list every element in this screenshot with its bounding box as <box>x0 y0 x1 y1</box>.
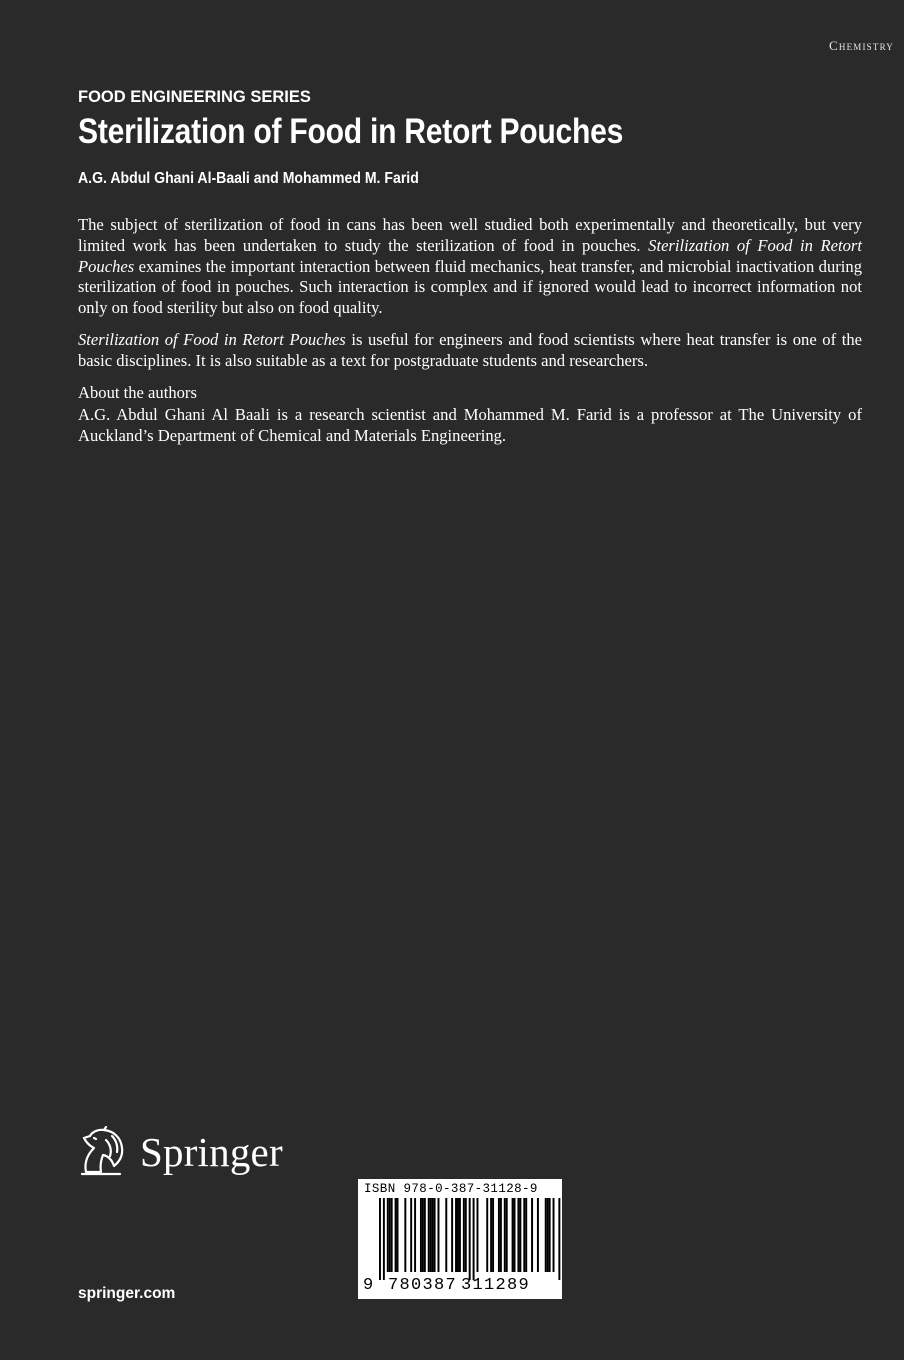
description-text: examines the important interaction between fluid mechanics, heat transfer, and microbial inactivation during sterilization of food in pouches. Such interaction is complex and if ignored would lead to incorrect information not only on food sterility but also on food quality. <box>78 256 862 318</box>
barcode-bar <box>512 1198 514 1272</box>
barcode-bar <box>490 1198 492 1272</box>
barcode-bar <box>459 1198 461 1272</box>
barcode-bar <box>457 1198 459 1272</box>
barcode-bar <box>434 1198 436 1272</box>
barcode-bar <box>558 1198 560 1280</box>
barcode-bar <box>498 1198 500 1272</box>
barcode-bar <box>514 1198 516 1272</box>
barcode-bar <box>486 1198 488 1272</box>
ean-right-digits: 311289 <box>461 1276 531 1295</box>
barcode-bar <box>504 1198 506 1272</box>
barcode-bar <box>438 1198 440 1272</box>
barcode-bar <box>395 1198 397 1272</box>
barcode-bar <box>525 1198 527 1272</box>
publisher-website: springer.com <box>78 1285 176 1302</box>
barcode-bar <box>387 1198 389 1272</box>
isbn-barcode <box>358 1179 562 1299</box>
barcode-bar <box>420 1198 422 1272</box>
barcode-bar <box>492 1198 494 1272</box>
barcode-bar <box>519 1198 521 1272</box>
isbn-label: ISBN 978-0-387-31128-9 <box>364 1182 538 1196</box>
barcode-bar <box>473 1198 475 1280</box>
description-paragraph-2 <box>78 330 862 372</box>
book-authors: A.G. Abdul Ghani Al-Baali and Mohammed M. Farid <box>78 170 419 187</box>
barcode-bar <box>410 1198 412 1272</box>
barcode-bar <box>517 1198 519 1272</box>
about-authors-text: A.G. Abdul Ghani Al Baali is a research scientist and Mohammed M. Farid is a professor at The University of Auckland’s Department of Chemical and Materials Engineering. <box>78 405 862 446</box>
barcode-bar <box>428 1198 430 1272</box>
barcode-bar <box>477 1198 479 1272</box>
barcode-bar <box>523 1198 525 1272</box>
ean-first-digit: 9 <box>363 1276 374 1295</box>
barcode-bar <box>537 1198 539 1272</box>
barcode-bar <box>445 1198 447 1272</box>
barcode-bar <box>414 1198 416 1272</box>
barcode-bar <box>545 1198 547 1272</box>
ean-left-digits: 780387 <box>388 1276 458 1295</box>
description-text: The subject of sterilization of food in cans has been well studied both experimentally and theoretically, but very limited work has been undertaken to study the sterilization of food in pouches. <box>78 215 862 255</box>
barcode-bar <box>430 1198 432 1272</box>
springer-logo <box>76 1126 283 1178</box>
barcode-bar <box>432 1198 434 1272</box>
barcode-bar <box>383 1198 385 1280</box>
book-description <box>78 215 862 458</box>
barcode-bar <box>397 1198 399 1272</box>
barcode-bar <box>379 1198 381 1280</box>
book-title: Sterilization of Food in Retort Pouches <box>78 112 624 151</box>
barcode-bar <box>391 1198 393 1272</box>
barcode-bar <box>469 1198 471 1280</box>
barcode-bar <box>553 1198 555 1272</box>
chess-knight-icon <box>76 1126 134 1178</box>
barcode-bars-icon <box>358 1198 562 1280</box>
barcode-bar <box>404 1198 406 1272</box>
barcode-bar <box>549 1198 551 1272</box>
book-title-italic: Sterilization of Food in Retort Pouches <box>78 329 346 349</box>
barcode-bar <box>424 1198 426 1272</box>
book-title-italic: Sterilization of Food in Retort Pouches <box>78 235 862 276</box>
series-name: FOOD ENGINEERING SERIES <box>78 88 311 106</box>
barcode-bar <box>463 1198 465 1272</box>
barcode-bar <box>422 1198 424 1272</box>
barcode-bar <box>389 1198 391 1272</box>
publisher-name: Springer <box>140 1129 283 1175</box>
barcode-bar <box>500 1198 502 1272</box>
description-paragraph-1 <box>78 215 862 319</box>
barcode-bar <box>547 1198 549 1272</box>
barcode-bar <box>455 1198 457 1272</box>
barcode-bar <box>506 1198 508 1272</box>
description-text: is useful for engineers and food scientists where heat transfer is one of the basic disciplines. It is also suitable as a text for postgraduate students and researchers. <box>78 329 863 370</box>
barcode-bar <box>451 1198 453 1272</box>
category-label: Chemistry <box>829 38 894 53</box>
barcode-bar <box>531 1198 533 1272</box>
about-authors-heading: About the authors <box>78 382 197 402</box>
barcode-bar <box>465 1198 467 1272</box>
